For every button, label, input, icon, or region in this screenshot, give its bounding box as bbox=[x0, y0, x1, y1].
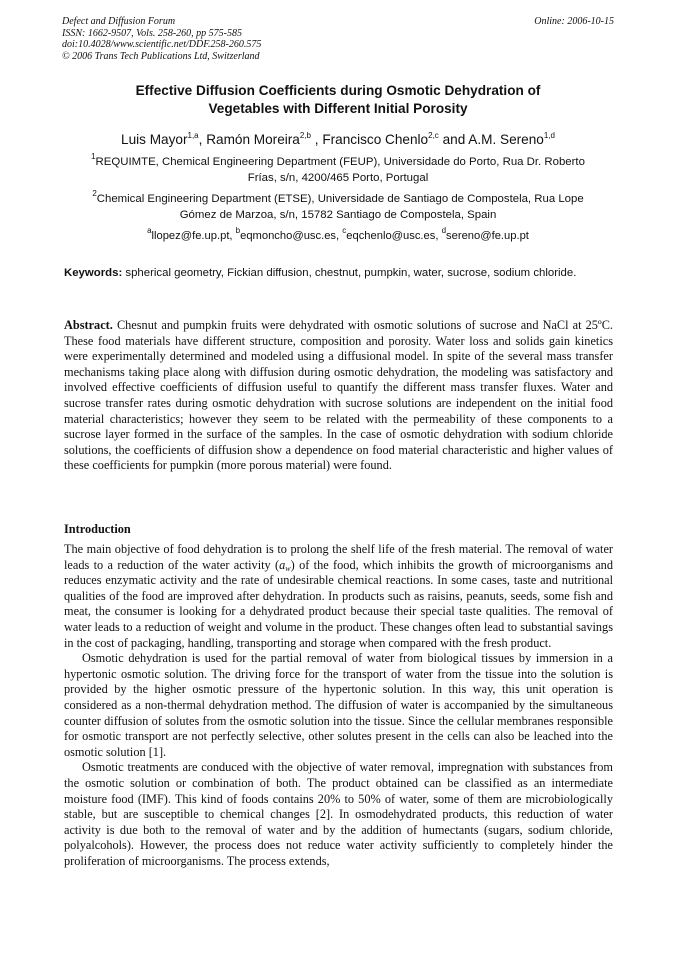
affiliation-2 bbox=[62, 189, 614, 223]
author-name: Francisco Chenlo bbox=[322, 132, 429, 147]
email-address: eqchenlo@usc.es, bbox=[346, 230, 442, 242]
abstract bbox=[64, 318, 613, 474]
author-separator: and bbox=[438, 132, 469, 147]
introduction-paragraph-2: Osmotic dehydration is used for the partial removal of water from biological tissues by immersion in a hypertonic osmotic solution. The driving force for the transport of water from the tissue into the solution is provided by the higher osmotic pressure of the hypertonic solution. In this way, this unit operation is considered as a non-thermal dehydration method. The diffusion of water is accompanied by the simultaneous counter diffusion of solutes from the osmotic solution into the tissue. Since the cellular membranes responsible for osmotic transport are not perfectly selective, other solutes present in the cells can also be leached into the osmotic solution [1]. bbox=[64, 651, 613, 759]
journal-copyright: © 2006 Trans Tech Publications Ltd, Switzerland bbox=[62, 50, 260, 62]
email-address: sereno@fe.up.pt bbox=[446, 230, 529, 242]
journal-doi: doi:10.4028/www.scientific.net/DDF.258-260.575 bbox=[62, 39, 262, 50]
abstract-label: Abstract. bbox=[64, 318, 113, 332]
affiliation-line: REQUIMTE, Chemical Engineering Department (FEUP), Universidade do Porto, Rua Dr. Roberto bbox=[95, 156, 585, 168]
journal-name: Defect and Diffusion Forum bbox=[62, 16, 176, 27]
author-name: Ramón Moreira bbox=[206, 132, 300, 147]
author-affiliation-mark: 1,d bbox=[543, 131, 555, 140]
author-separator: , bbox=[311, 132, 323, 147]
author-affiliation-mark: 1,a bbox=[187, 131, 199, 140]
author-emails bbox=[62, 228, 614, 244]
affiliation-line: Gómez de Marzoa, s/n, 15782 Santiago de Compostela, Spain bbox=[179, 208, 497, 221]
keywords-text: spherical geometry, Fickian diffusion, chestnut, pumpkin, water, sucrose, sodium chloride. bbox=[122, 267, 577, 279]
affiliation-mark: 1 bbox=[91, 152, 96, 161]
affiliation-mark: 2 bbox=[92, 189, 97, 198]
keywords-label: Keywords: bbox=[64, 267, 123, 279]
paper-title-line-1: Effective Diffusion Coefficients during Osmotic Dehydration of bbox=[135, 83, 541, 98]
author-affiliation-mark: 2,b bbox=[299, 131, 311, 140]
journal-issn: ISSN: 1662-9507, Vols. 258-260, pp 575-585 bbox=[62, 27, 242, 39]
introduction-body bbox=[64, 542, 613, 869]
keywords bbox=[64, 266, 613, 281]
abstract-text: Chesnut and pumpkin fruits were dehydrated with osmotic solutions of sucrose and NaCl at 25ºC. These food materials have different structure, composition and porosity. Water loss and solids gain kinetics were experimentally determined and modeled using a diffusional model. In spite of the several mass transfer mechanisms taking place along with diffusion during osmotic dehydration, the modeling was satisfactory and involved effective coefficients of diffusion useful to quantify the different mass transfer fluxes. Water and sucrose transfer rates during osmotic dehydration with sucrose solutions are independent on the initial food material characteristics; however they seem to be related with the permeability of these components to a sucrose layer formed in the surface of the samples. In the case of osmotic dehydration with sodium chloride solutions, the coefficients of diffusion show a dependence on food material characteristic and higher values of these coefficients for pumpkin (more porous material) were found. bbox=[64, 318, 613, 473]
email-address: eqmoncho@usc.es, bbox=[240, 230, 343, 242]
author-name: Luis Mayor bbox=[121, 132, 188, 147]
email-mark: b bbox=[235, 226, 241, 235]
email-mark: a bbox=[147, 226, 152, 235]
author-list bbox=[62, 131, 614, 149]
journal-header bbox=[62, 16, 614, 62]
introduction-paragraph-3: Osmotic treatments are conduced with the objective of water removal, impregnation with substances from the osmotic solution or combination of both. The product obtained can be classified as an intermediate moisture food (IMF). This kind of foods contains 20% to 50% of water, some of them are microbiologically stable, but are susceptible to chemical changes [2]. In osmodehydrated products, this reduction of water activity is due both to the removal of water and by the addition of humectants (sugars, sodium chloride, polyalcohols). However, the process does not reduce water activity sufficiently to completely hinder the proliferation of microorganisms. The process extends, bbox=[64, 760, 613, 868]
email-address: llopez@fe.up.pt, bbox=[151, 230, 236, 242]
email-mark: d bbox=[441, 226, 447, 235]
affiliation-1 bbox=[62, 152, 614, 186]
author-affiliation-mark: 2,c bbox=[428, 131, 439, 140]
affiliation-line: Frías, s/n, 4200/465 Porto, Portugal bbox=[247, 171, 429, 184]
water-activity-symbol: $a_w$ bbox=[279, 557, 291, 573]
introduction-paragraph-1: The main objective of food dehydration is to prolong the shelf life of the fresh material. The removal of water leads to a reduction of the water activity $(a_w)$ of the food, which inhibits the growth of microorganisms and reduces enzymatic activity and the rate of undesirable chemical reactions. In some cases, taste and nutritional qualities of the food are improved after dehydration. In products such as raisins, peanuts, seeds, some fish and meat, the consumer is looking for a dehydrated product because their special taste qualities. The removal of water leads to a reduction of weight and volume in the product. These changes often lead to substantial savings in the cost of packaging, handling, transporting and storage when compared with the fresh product. bbox=[64, 542, 613, 650]
online-date: Online: 2006-10-15 bbox=[534, 16, 614, 27]
paper-title-line-2: Vegetables with Different Initial Porosity bbox=[208, 101, 468, 116]
affiliation-line: Chemical Engineering Department (ETSE), Universidade de Santiago de Compostela, Rua Lope bbox=[96, 193, 584, 205]
paper-title bbox=[62, 82, 614, 118]
author-name: A.M. Sereno bbox=[468, 132, 544, 147]
introduction-heading: Introduction bbox=[64, 522, 131, 536]
email-mark: c bbox=[342, 226, 347, 235]
author-separator: , bbox=[198, 132, 207, 147]
